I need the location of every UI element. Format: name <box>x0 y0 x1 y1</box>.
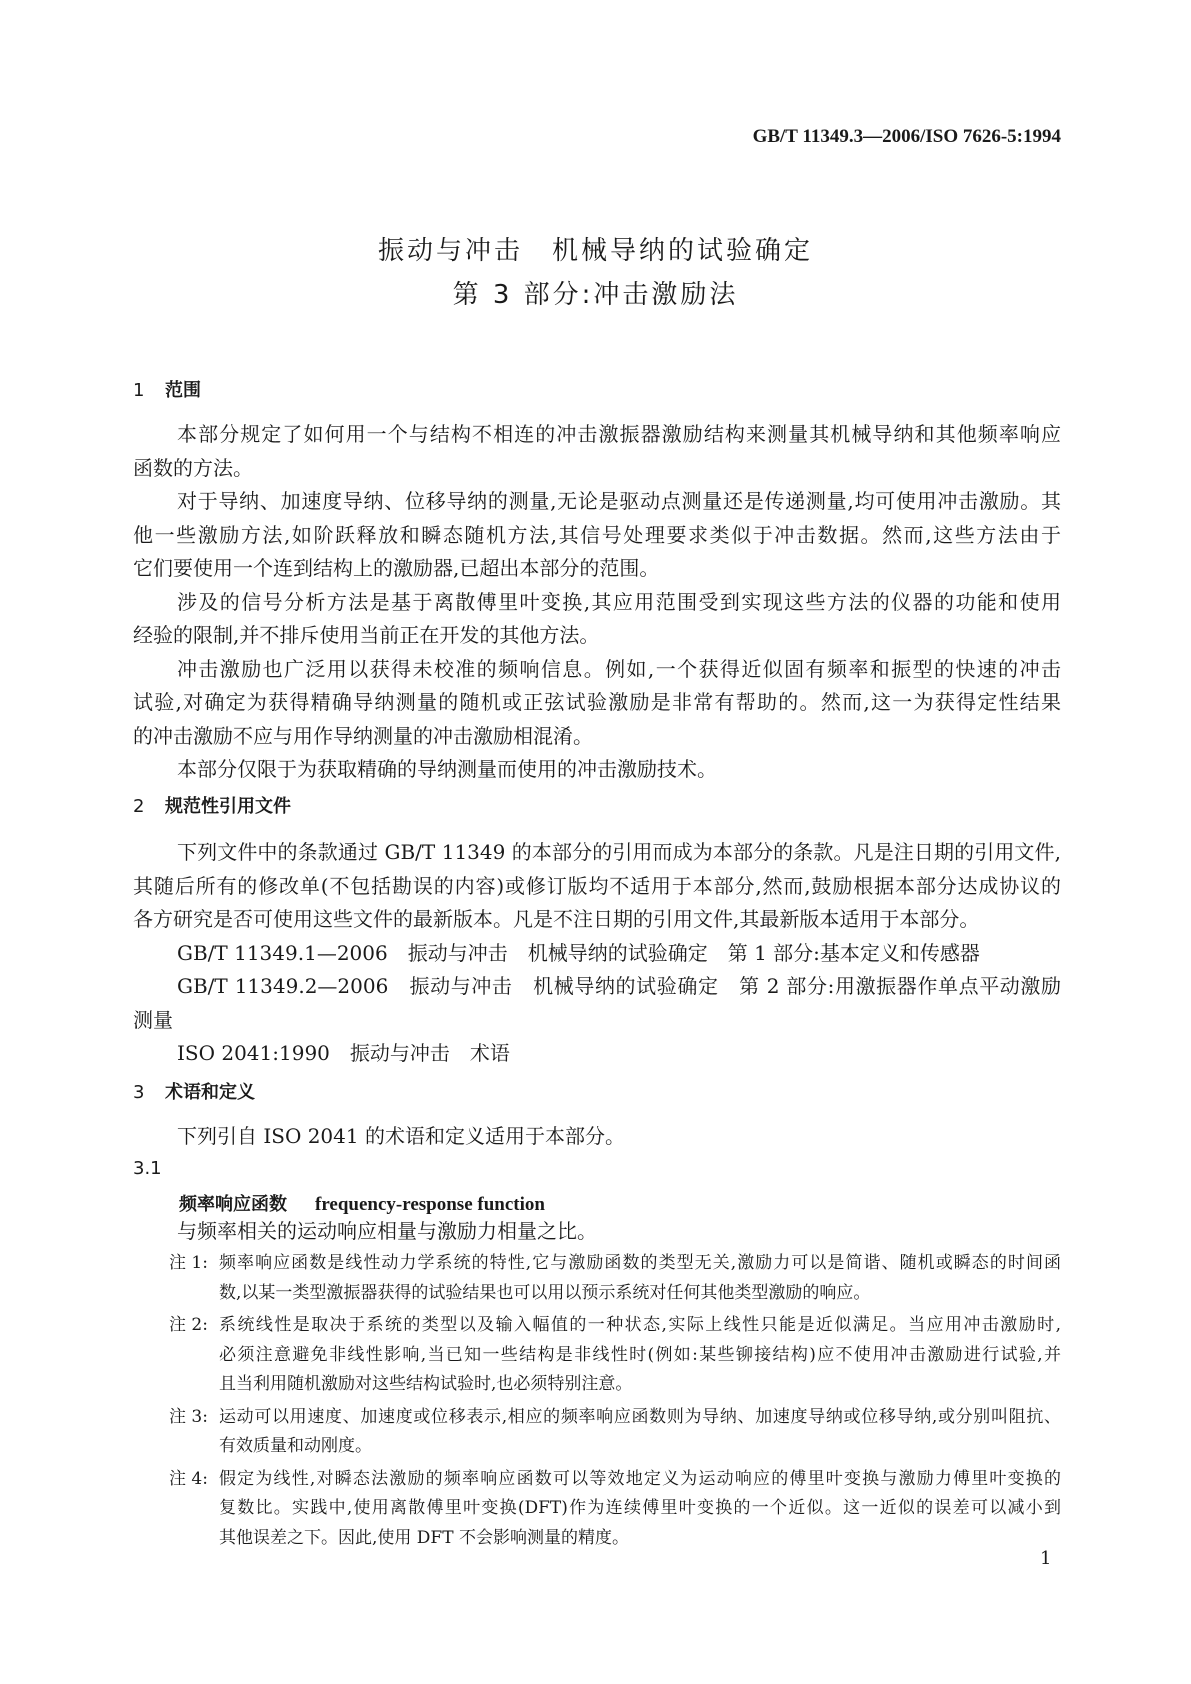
paragraph-line: 频率响应函数是线性动力学系统的特性,它与激励函数的类型无关,激励力可以是简谐、随机或瞬态的时间函 <box>219 1253 1061 1273</box>
paragraph-line: 本部分仅限于为获取精确的导纳测量而使用的冲击激励技术。 <box>177 757 717 781</box>
standard-code-header: GB/T 11349.3—2006/ISO 7626-5:1994 <box>752 126 1061 147</box>
paragraph-line: 对于导纳、加速度导纳、位移导纳的测量,无论是驱动点测量还是传递测量,均可使用冲击激励。其 <box>177 489 1061 513</box>
paragraph-line: 系统线性是取决于系统的类型以及输入幅值的一种状态,实际上线性只能是近似满足。当应用冲击激励时, <box>219 1315 1061 1335</box>
paragraph <box>133 653 1061 754</box>
paragraph-line: 下列文件中的条款通过 GB/T 11349 的本部分的引用而成为本部分的条款。凡是注日期的引用文件, <box>177 840 1061 864</box>
document-title-line1: 振动与冲击 机械导纳的试验确定 <box>377 236 813 266</box>
paragraph-line: 测量 <box>133 1007 173 1032</box>
note-label: 注 1: <box>169 1253 208 1273</box>
note-label: 注 2: <box>169 1315 208 1335</box>
notes-list <box>169 1249 1061 1556</box>
section-2-body <box>133 836 1061 1071</box>
paragraph <box>133 485 1061 586</box>
paragraph-line: 其他误差之下。因此,使用 DFT 不会影响测量的精度。 <box>219 1527 629 1548</box>
paragraph-line: 数,以某一类型激振器获得的试验结果也可以用以预示系统对任何其他类型激励的响应。 <box>219 1282 871 1303</box>
paragraph-line: 必须注意避免非线性影响,当已知一些结构是非线性时(例如:某些铆接结构)应不使用冲击激励进行试验,并 <box>219 1344 1061 1365</box>
paragraph-line: GB/T 11349.2—2006 振动与冲击 机械导纳的试验确定 第 2 部分:用激振器作单点平动激励 <box>177 974 1061 998</box>
paragraph-line: 经验的限制,并不排斥使用当前正在开发的其他方法。 <box>133 623 600 647</box>
paragraph <box>133 970 1061 1037</box>
paragraph-line: 下列引自 ISO 2041 的术语和定义适用于本部分。 <box>177 1124 625 1148</box>
term-chinese: 频率响应函数 <box>179 1194 287 1215</box>
section-number: 2 <box>133 796 145 817</box>
note-2 <box>169 1311 1061 1400</box>
section-number: 3 <box>133 1082 145 1103</box>
page-number: 1 <box>1040 1548 1052 1569</box>
note-1 <box>169 1249 1061 1308</box>
paragraph-line: 且当利用随机激励对这些结构试验时,也必须特别注意。 <box>219 1374 633 1394</box>
paragraph <box>133 753 1061 787</box>
section-title: 术语和定义 <box>165 1082 255 1103</box>
paragraph-line: 各方研究是否可使用这些文件的最新版本。凡是不注日期的引用文件,其最新版本适用于本部分。 <box>133 907 980 931</box>
paragraph-line: 复数比。实践中,使用离散傅里叶变换(DFT)作为连续傅里叶变换的一个近似。这一近似的误差可以减小到 <box>219 1498 1061 1518</box>
note-text <box>219 1249 1061 1308</box>
term-entry <box>179 1190 545 1216</box>
paragraph-line: 它们要使用一个连到结构上的激励器,已超出本部分的范围。 <box>133 556 660 580</box>
note-text <box>219 1465 1061 1554</box>
paragraph <box>133 586 1061 653</box>
paragraph-line: 涉及的信号分析方法是基于离散傅里叶变换,其应用范围受到实现这些方法的仪器的功能和使用 <box>177 589 1061 614</box>
section-title: 规范性引用文件 <box>165 796 291 817</box>
paragraph-line: GB/T 11349.1—2006 振动与冲击 机械导纳的试验确定 第 1 部分:基本定义和传感器 <box>177 940 980 965</box>
paragraph-line: 函数的方法。 <box>133 455 253 480</box>
paragraph-line: 运动可以用速度、加速度或位移表示,相应的频率响应函数则为导纳、加速度导纳或位移导纳,或分别叫阻抗、 <box>219 1406 1061 1427</box>
section-1-body <box>133 418 1061 787</box>
note-4 <box>169 1465 1061 1554</box>
section-title: 范围 <box>165 380 201 401</box>
note-3 <box>169 1403 1061 1462</box>
note-text <box>219 1311 1061 1400</box>
paragraph-line: 假定为线性,对瞬态法激励的频率响应函数可以等效地定义为运动响应的傅里叶变换与激励力傅里叶变换的 <box>219 1468 1061 1489</box>
paragraph-line: 试验,对确定为获得精确导纳测量的随机或正弦试验激励是非常有帮助的。然而,这一为获得定性结果 <box>133 690 1061 714</box>
section-3-heading <box>133 1078 255 1104</box>
paragraph-line: 本部分规定了如何用一个与结构不相连的冲击激振器激励结构来测量其机械导纳和其他频率响应 <box>177 422 1061 446</box>
section-2-heading <box>133 792 291 818</box>
paragraph-line: ISO 2041:1990 振动与冲击 术语 <box>177 1041 510 1065</box>
term-english: frequency-response function <box>315 1194 545 1215</box>
note-label: 注 3: <box>169 1406 208 1427</box>
paragraph <box>133 836 1061 937</box>
section-1-heading <box>133 376 201 402</box>
paragraph-line: 他一些激励方法,如阶跃释放和瞬态随机方法,其信号处理要求类似于冲击数据。然而,这些方法由于 <box>133 522 1061 547</box>
paragraph <box>133 1037 1061 1071</box>
paragraph-line: 其随后所有的修改单(不包括勘误的内容)或修订版均不适用于本部分,然而,鼓励根据本部分达成协议的 <box>133 873 1061 898</box>
term-number: 3.1 <box>133 1158 162 1179</box>
term-definition: 与频率相关的运动响应相量与激励力相量之比。 <box>177 1219 597 1243</box>
paragraph-line: 的冲击激励不应与用作导纳测量的冲击激励相混淆。 <box>133 723 593 748</box>
paragraph-line: 冲击激励也广泛用以获得未校准的频响信息。例如,一个获得近似固有频率和振型的快速的冲击 <box>177 656 1061 681</box>
document-title-line2: 第 3 部分:冲击激励法 <box>452 280 739 310</box>
section-number: 1 <box>133 380 145 401</box>
paragraph-line: 有效质量和动刚度。 <box>219 1436 372 1456</box>
note-text <box>219 1403 1061 1462</box>
section-3-intro <box>133 1120 1061 1154</box>
note-label: 注 4: <box>169 1468 208 1489</box>
paragraph <box>133 418 1061 485</box>
paragraph <box>133 937 1061 971</box>
